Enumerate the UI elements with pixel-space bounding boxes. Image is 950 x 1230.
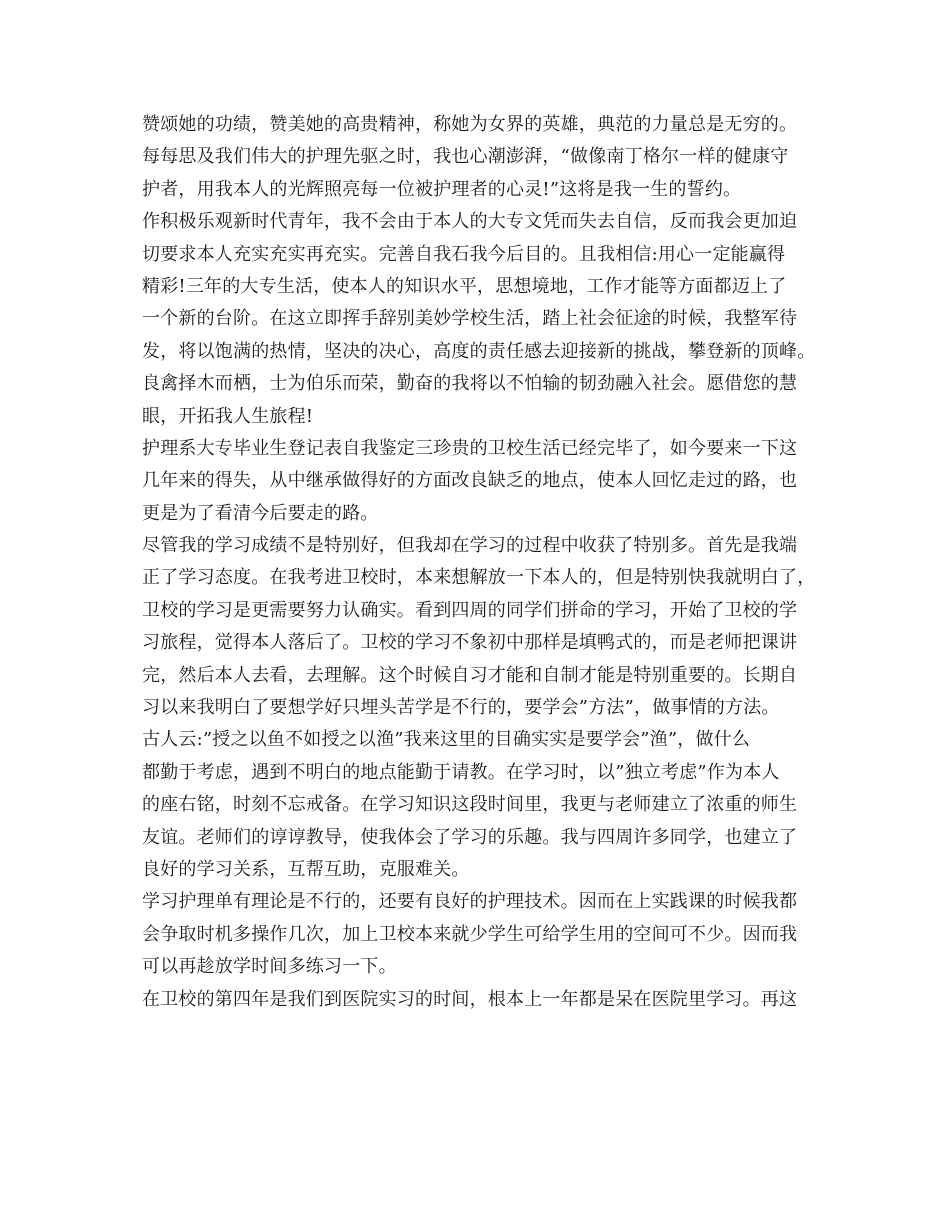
text-line: 可以再趁放学时间多练习一下。 — [142, 956, 397, 978]
text-line: 尽管我的学习成绩不是特别好，但我却在学习的过程中收获了特别多。首先是我端 — [142, 535, 798, 557]
text-line: 眼，开拓我人生旅程! — [142, 405, 314, 427]
text-line: 友谊。老师们的谆谆教导，使我体会了学习的乐趣。我与四周许多同学，也建立了 — [142, 826, 798, 848]
text-line: 更是为了看清今后要走的路。 — [142, 502, 379, 524]
text-line: 精彩!三年的大专生活，使本人的知识水平，思想境地，工作才能等方面都迈上了 — [142, 275, 787, 297]
text-line: 正了学习态度。在我考进卫校时，本来想解放一下本人的，但是特别快我就明白了， — [142, 567, 816, 589]
text-line: 习旅程，觉得本人落后了。卫校的学习不象初中那样是填鸭式的，而是老师把课讲 — [142, 632, 798, 654]
text-line: 赞颂她的功绩，赞美她的高贵精神，称她为女界的英雄，典范的力量总是无穷的。 — [142, 114, 798, 135]
text-line: 学习护理单有理论是不行的，还要有良好的护理技术。因而在上实践课的时候我都 — [142, 891, 798, 913]
text-line: 良好的学习关系，互帮互助，克服难关。 — [142, 858, 470, 880]
text-line: 在卫校的第四年是我们到医院实习的时间，根本上一年都是呆在医院里学习。再这 — [142, 988, 798, 1010]
document-body — [142, 109, 822, 1016]
text-line: 卫校的学习是更需要努力认确实。看到四周的同学们拼命的学习，开始了卫校的学 — [142, 599, 798, 621]
text-line: 古人云:”授之以鱼不如授之以渔”我来这里的目确实实是要学会”渔”，做什么 — [142, 729, 751, 751]
text-line: 习以来我明白了要想学好只埋头苦学是不行的，要学会”方法”，做事情的方法。 — [142, 697, 780, 719]
text-line: 都勤于考虑，遇到不明白的地点能勤于请教。在学习时，以”独立考虑”作为本人 — [142, 761, 780, 783]
text-line: 良禽择木而栖，士为伯乐而荣，勤奋的我将以不怕输的韧劲融入社会。愿借您的慧 — [142, 373, 798, 395]
text-line: 护理系大专毕业生登记表自我鉴定三珍贵的卫校生活已经完毕了，如今要来一下这 — [142, 437, 798, 459]
text-line: 切要求本人充实充实再充实。完善自我石我今后目的。且我相信:用心一定能赢得 — [142, 243, 786, 265]
text-line: 一个新的台阶。在这立即挥手辞别美妙学校生活，踏上社会征途的时候，我整军待 — [142, 308, 798, 330]
text-line: 每每思及我们伟大的护理先驱之时，我也心潮澎湃，“做像南丁格尔一样的健康守 — [142, 146, 789, 168]
text-line: 的座右铭，时刻不忘戒备。在学习知识这段时间里，我更与老师建立了浓重的师生 — [142, 794, 798, 816]
text-line: 护者，用我本人的光辉照亮每一位被护理者的心灵!”这将是我一生的誓约。 — [142, 178, 742, 200]
text-line: 几年来的得失，从中继承做得好的方面改良缺乏的地点，使本人回忆走过的路，也 — [142, 470, 798, 492]
text-line: 完，然后本人去看，去理解。这个时候自习才能和自制才能是特别重要的。长期自 — [142, 664, 798, 686]
text-line: 作积极乐观新时代青年，我不会由于本人的大专文凭而失去自信，反而我会更加迫 — [142, 211, 798, 233]
text-line: 会争取时机多操作几次，加上卫校本来就少学生可给学生用的空间可不少。因而我 — [142, 923, 798, 945]
text-line: 发，将以饱满的热情，坚决的决心，高度的责任感去迎接新的挑战，攀登新的顶峰。 — [142, 340, 816, 362]
